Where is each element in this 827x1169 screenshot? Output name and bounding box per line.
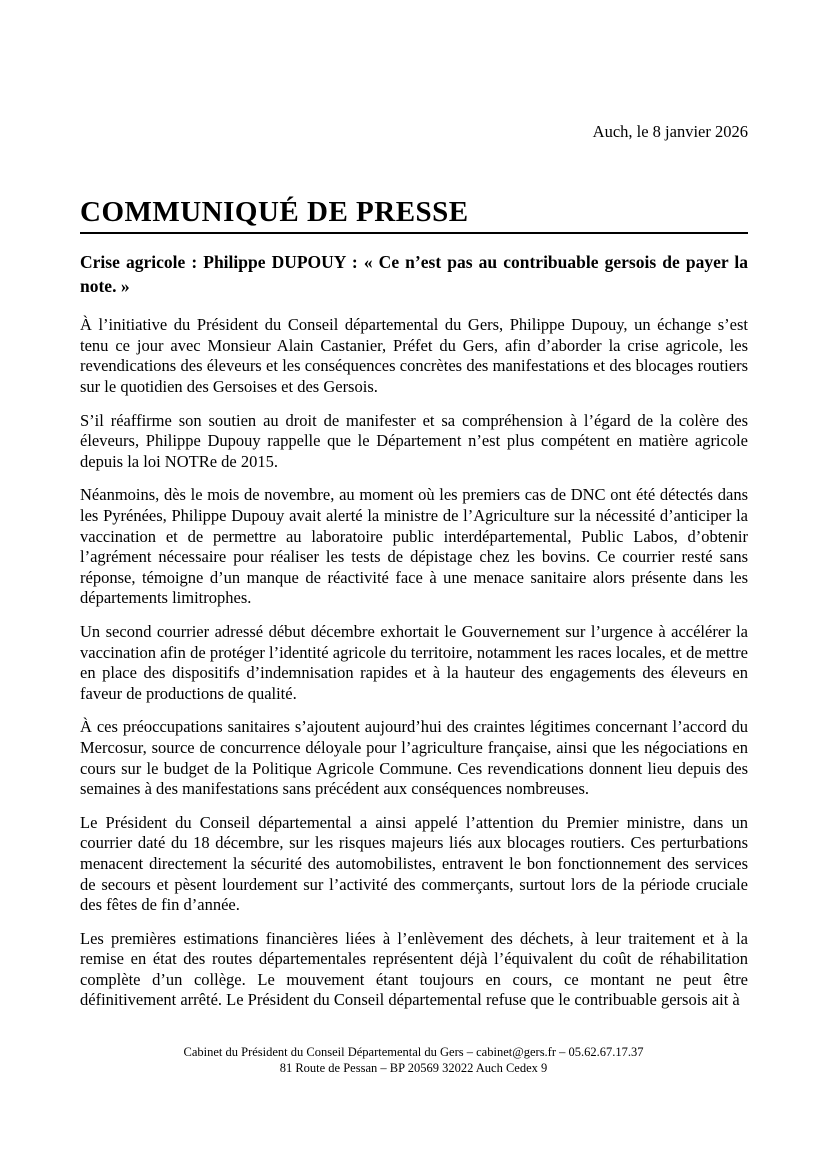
headline: Crise agricole : Philippe DUPOUY : « Ce n’est pas au contribuable gersois de payer la note. » — [80, 252, 748, 296]
paragraph-5: À ces préoccupations sanitaires s’ajoutent aujourd’hui des craintes légitimes concernant l’accord du Mercosur, source de concurrence déloyale pour l’agriculture française, ainsi que les négociations en cours sur le budget de la Politique Agricole Commune. Ces revendications donnent lieu depuis des semaines à des manifestations sans précédent aux conséquences nombreuses. — [80, 717, 748, 799]
page-title: COMMUNIQUÉ DE PRESSE — [80, 198, 748, 234]
paragraph-3: Néanmoins, dès le mois de novembre, au moment où les premiers cas de DNC ont été détectés dans les Pyrénées, Philippe Dupouy avait alerté la ministre de l’Agriculture sur la nécessité d’anticiper la vaccination et de permettre au laboratoire public interdépartemental, Public Labos, d’obtenir l’agrément nécessaire pour réaliser les tests de dépistage chez les bovins. Ce courrier resté sans réponse, témoigne d’un manque de réactivité face à une menace sanitaire alors présente dans les départements limitrophes. — [80, 485, 748, 608]
paragraph-1: À l’initiative du Président du Conseil départemental du Gers, Philippe Dupouy, un échange s’est tenu ce jour avec Monsieur Alain Castanier, Préfet du Gers, afin d’aborder la crise agricole, les revendications des éleveurs et les conséquences concrètes des manifestations et des blocages routiers sur le quotidien des Gersoises et des Gersois. — [80, 315, 748, 397]
footer-line-1: Cabinet du Président du Conseil Départemental du Gers – cabinet@gers.fr – 05.62.67.17.37 — [183, 1045, 644, 1059]
footer-line-2: 81 Route de Pessan – BP 20569 32022 Auch Cedex 9 — [279, 1061, 548, 1075]
paragraph-4: Un second courrier adressé début décembre exhortait le Gouvernement sur l’urgence à accélérer la vaccination afin de protéger l’identité agricole du territoire, notamment les races locales, et de mettre en place des dispositifs d’indemnisation rapides et à la hauteur des engagements des éleveurs en faveur de productions de qualité. — [80, 621, 748, 703]
page-footer — [0, 1044, 827, 1076]
paragraph-7: Les premières estimations financières liées à l’enlèvement des déchets, à leur traitement et à la remise en état des routes départementales représentent déjà l’équivalent du coût de réhabilitation complète d’un collège. Le mouvement étant toujours en cours, ce montant ne peut être définitivement arrêté. Le Président du Conseil départemental refuse que le contribuable gersois ait à — [80, 928, 748, 1010]
paragraph-6: Le Président du Conseil départemental a ainsi appelé l’attention du Premier ministre, dans un courrier daté du 18 décembre, sur les risques majeurs liés aux blocages routiers. Ces perturbations menacent directement la sécurité des automobilistes, entravent le bon fonctionnement des services de secours et pèsent lourdement sur l’activité des commerçants, surtout lors de la période cruciale des fêtes de fin d’année. — [80, 812, 748, 915]
body-text — [80, 315, 748, 1011]
paragraph-2: S’il réaffirme son soutien au droit de manifester et sa compréhension à l’égard de la colère des éleveurs, Philippe Dupouy rappelle que le Département n’est plus compétent en matière agricole depuis la loi NOTRe de 2015. — [80, 410, 748, 471]
date-line: Auch, le 8 janvier 2026 — [592, 122, 748, 141]
